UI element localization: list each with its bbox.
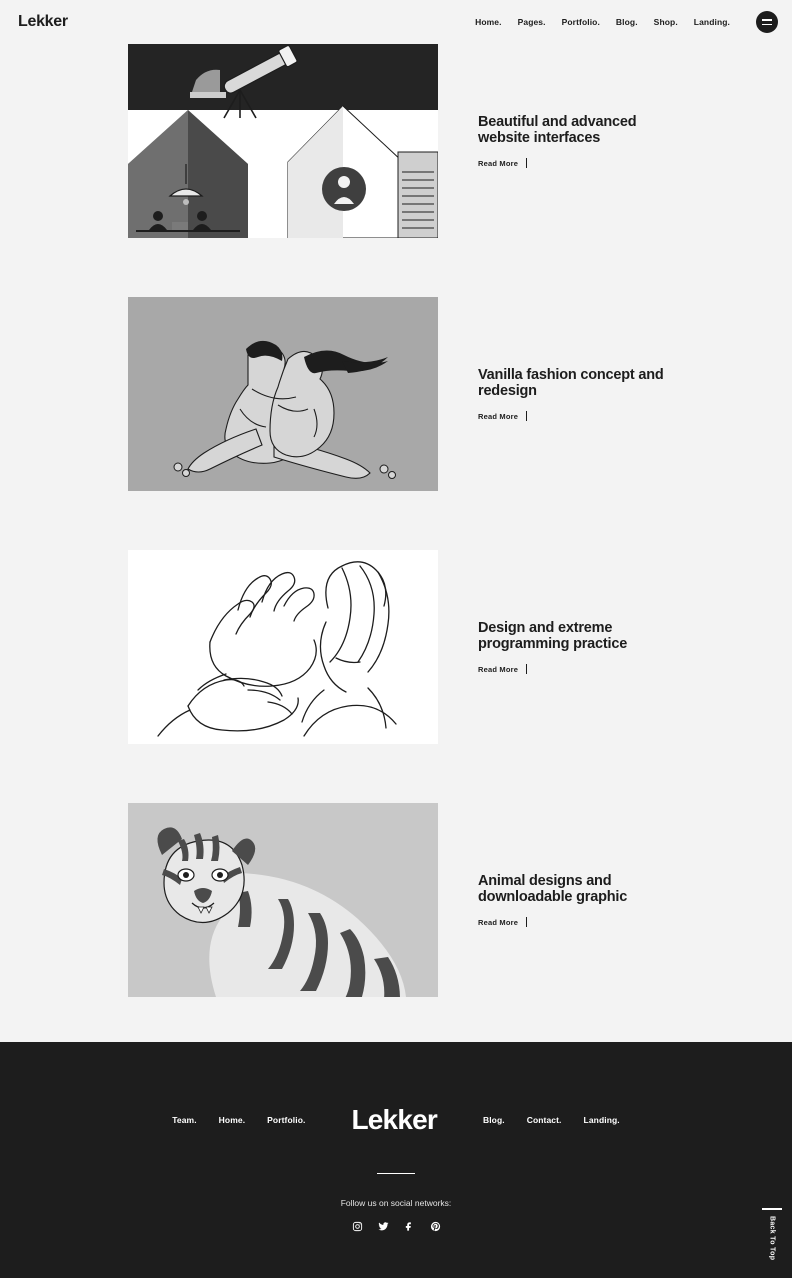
pinterest-icon[interactable] [427,1218,443,1234]
hamburger-menu-icon[interactable] [756,11,778,33]
footer-link-portfolio[interactable]: Portfolio. [267,1115,306,1125]
footer-link-team[interactable]: Team. [172,1115,197,1125]
footer-link-blog[interactable]: Blog. [482,1115,505,1125]
instagram-icon[interactable] [349,1218,365,1234]
footer-link-contact[interactable]: Contact. [526,1115,562,1125]
site-footer [0,1042,792,1278]
project-info [478,44,688,238]
project-thumbnail[interactable] [128,550,438,744]
read-more-link[interactable]: Read More [478,158,519,168]
read-more-link[interactable]: Read More [478,411,519,421]
embracing-couple-illustration [128,297,438,491]
nav-item-home[interactable]: Home. [475,17,502,27]
tiger-illustration [128,803,438,997]
project-item [0,550,792,803]
project-thumbnail[interactable] [128,297,438,491]
project-title: Animal designs and downloadable graphic [478,872,628,905]
read-more-link[interactable]: Read More [478,917,519,927]
footer-logo[interactable]: Lekker [351,1104,437,1135]
project-info [478,550,688,744]
read-more-group[interactable] [478,158,688,168]
back-to-top-button[interactable] [762,1208,782,1260]
nav-item-blog[interactable]: Blog. [615,17,638,27]
nav-item-pages[interactable]: Pages. [517,17,546,27]
project-title: Vanilla fashion concept and redesign [478,366,664,399]
nav-item-landing[interactable]: Landing. [693,17,730,27]
twitter-icon[interactable] [375,1218,391,1234]
footer-links-left [172,1115,305,1125]
read-more-divider [526,158,527,168]
read-more-link[interactable]: Read More [478,664,519,674]
read-more-group[interactable] [478,664,688,674]
read-more-divider [526,917,527,927]
project-item [0,44,792,297]
project-thumbnail[interactable] [128,44,438,238]
project-title: Beautiful and advanced website interfaces [478,113,637,146]
back-to-top-label: Back To Top [768,1215,776,1260]
back-to-top-line [762,1208,782,1210]
social-links [0,1218,792,1234]
nav-item-portfolio[interactable]: Portfolio. [561,17,600,27]
read-more-divider [526,411,527,421]
project-info [478,803,688,997]
nav-item-shop[interactable]: Shop. [653,17,678,27]
project-info [478,297,688,491]
hands-and-face-line-illustration [128,550,438,744]
footer-nav [0,1104,792,1136]
project-thumbnail[interactable] [128,803,438,997]
footer-link-landing[interactable]: Landing. [583,1115,620,1125]
facebook-icon[interactable] [401,1218,417,1234]
footer-link-home[interactable]: Home. [218,1115,246,1125]
telescope-observatory-illustration [128,44,438,238]
read-more-group[interactable] [478,917,688,927]
project-item [0,803,792,1056]
footer-divider [377,1173,415,1174]
read-more-group[interactable] [478,411,688,421]
footer-links-right [483,1115,620,1125]
read-more-divider [526,664,527,674]
project-item [0,297,792,550]
main-nav [475,11,778,33]
site-header [0,0,792,44]
project-title: Design and extreme programming practice [478,619,628,652]
projects-list [0,44,792,1056]
follow-text: Follow us on social networks: [340,1198,452,1208]
brand-logo[interactable]: Lekker [18,13,68,30]
